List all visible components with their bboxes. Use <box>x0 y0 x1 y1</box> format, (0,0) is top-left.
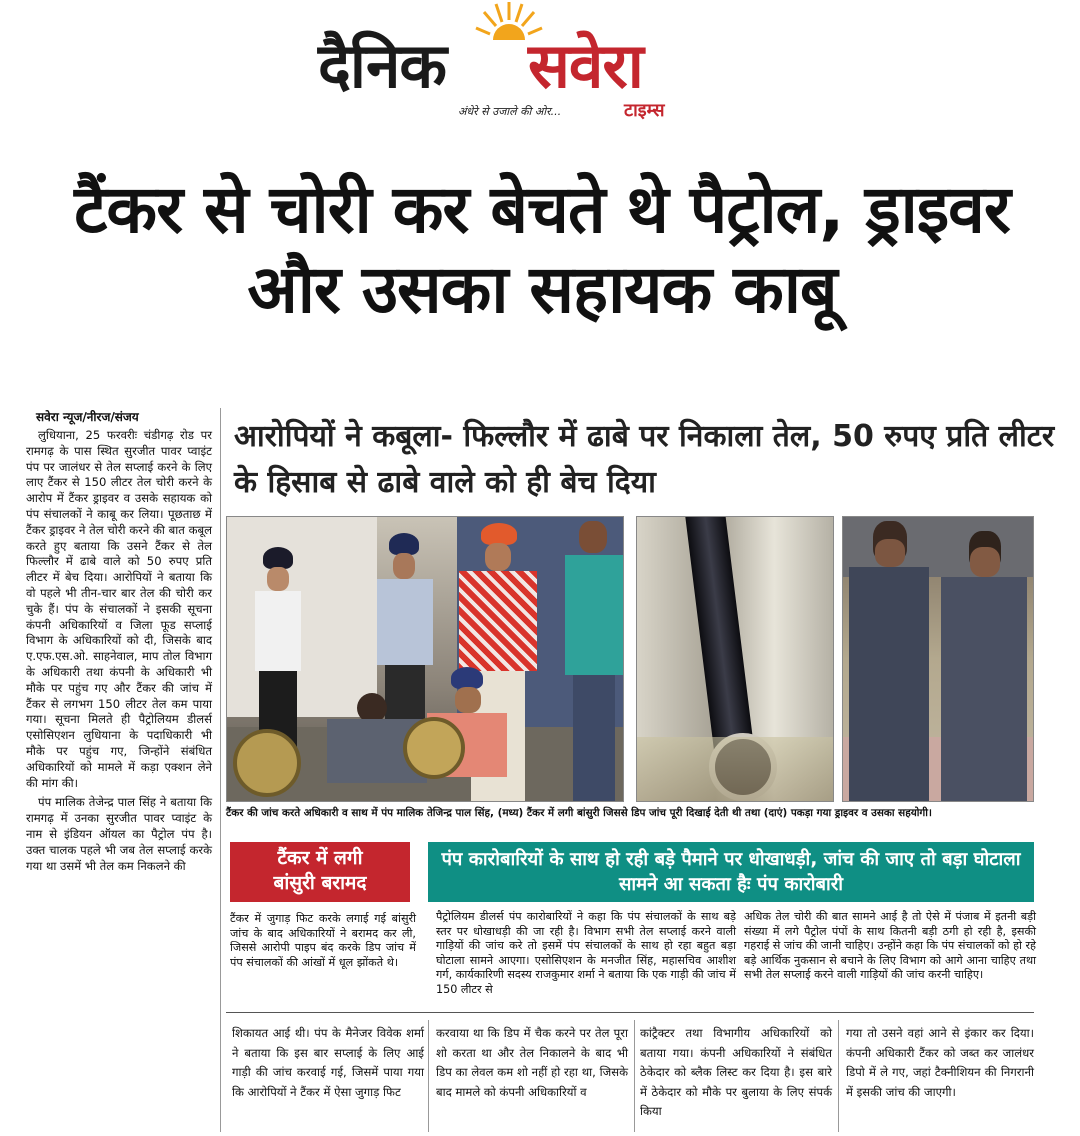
bottom-column-2: करवाया था कि डिप में चैक करने पर तेल पूरा शो करता था और तेल निकालने के बाद भी डिप का लेवल कम शो नहीं हो रहा था, जिसके बाद मामले को कंपनी अधिकारियों व <box>436 1026 628 1099</box>
column-divider <box>634 1020 635 1132</box>
red-heading-line-1: टैंकर में लगी <box>277 847 363 869</box>
masthead-tagline: अंधेरे से उजाले की ओर... <box>458 105 562 118</box>
left-paragraph-2: पंप मालिक तेजेन्द्र पाल सिंह ने बताया कि रामगढ़ में उनका सुरजीत पावर प्वाइंट के नाम से इंडियन ऑयल का पैट्रोल पंप है। उक्त चालक पहले भी जब तेल सप्लाई करके गया था उसमें भी तेल कम निकलने की <box>26 795 212 873</box>
masthead-suffix: टाइम्स <box>624 100 665 121</box>
red-section-text: टैंकर में जुगाड़ फिट करके लगाई गई बांसुरी जांच के बाद अधिकारियों ने बरामद कर ली, जिससे आरोपी पाइप बंद करके डिप जांच में पंप संचालकों की आंखों में धूल झोंकते थे। <box>230 912 416 969</box>
masthead-title-right: सवेरा <box>528 29 643 102</box>
column-divider <box>428 1020 429 1132</box>
photo-officials-inspecting-tanker <box>226 516 624 802</box>
bottom-column-4: गया तो उसने वहां आने से इंकार कर दिया। कंपनी अधिकारी टैंकर को जब्त कर जालंधर डिपो में ले गए, जहां टैक्नीशियन की निगरानी में इसकी जांच की जाएगी। <box>846 1026 1034 1099</box>
red-section-heading <box>230 842 410 902</box>
divider <box>226 1012 1034 1013</box>
teal-section-text-right: अधिक तेल चोरी की बात सामने आई है तो ऐसे में पंजाब में इतनी बड़ी संख्या में लगे पैट्रोल पंपों के साथ कितनी बड़ी ठगी हो रही है, इसकी गहराई से जांच की जानी चाहिए। उन्होंने कहा कि पंप संचालकों को हो रहे बड़े आर्थिक नुकसान से बचाने के लिए विभाग को आगे आना चाहिए तथा सभी तेल सप्लाई करने वाली गाड़ियों की जांच करनी चाहिए। <box>744 910 1036 982</box>
bottom-column-1: शिकायत आई थी। पंप के मैनेजर विवेक शर्मा ने बताया कि इस बार सप्लाई के लिए आई गाड़ी की जांच करवाई गई, जिसमें पाया गया कि आरोपियों ने टैंकर में ऐसा जुगाड़ फिट <box>232 1026 424 1099</box>
masthead-title-left: दैनिक <box>318 29 447 102</box>
column-divider <box>838 1020 839 1132</box>
byline: सवेरा न्यूज/नीरज/संजय <box>36 410 139 424</box>
left-article-column <box>26 428 212 878</box>
page-headline: टैंकर से चोरी कर बेचते थे पैट्रोल, ड्राइवर और उसका सहायक काबू <box>74 171 1010 328</box>
red-heading-line-2: बांसुरी बरामद <box>273 872 367 894</box>
left-paragraph-1: लुधियाना, 25 फरवरीः चंडीगढ़ रोड पर रामगढ़ के पास स्थित सुरजीत पावर प्वाइंट पंप पर जालंधर से तेल सप्लाई करने के लिए लाए टैंकर से 150 लीटर तेल चोरी करने के आरोप में टैंकर ड्राइवर व उसके सहायक को पंप संचालकों ने काबू कर लिया। पूछताछ में टैंकर ड्राइवर ने तेल चोरी करने की बात कबूल करते हुए बताया कि उसने टैंकर से तेल फिल्लौर में ढाबे वाले को 50 रुपए प्रति लीटर में बेच दिया। आरोपियों ने बताया कि वो पहले भी तीन-चार बार तेल की चोरी कर चुके हैं। पंप के संचालकों ने इसकी सूचना कंपनी अधिकारियों व जिला फूड सप्लाई विभाग के अधिकारियों को दी, जिसके बाद ए.एफ.एस.ओ. साहनेवाल, माप तोल विभाग के अधिकारी तथा कंपनी के अधिकारी भी मौके पर पहुंच गए और टैंकर की जांच में टैंकर से लगभग 150 लीटर तेल कम पाया गया। सूचना मिलते ही पैट्रोलियम डीलर्स एसोसिएशन लुधियाना के पदाधिकारी भी मौके पर पहुंच गए, जिन्होंने संबंधित अधिकारियों को मामले में कड़ा एक्शन लेने की मांग की। <box>26 428 212 790</box>
teal-section-text-left: पैट्रोलियम डीलर्स पंप कारोबारियों ने कहा कि पंप संचालकों के साथ बड़े स्तर पर धोखाधड़ी की जा रही है। विभाग सभी तेल सप्लाई करने वाली गाड़ियों की जांच करे तो इसमें पंप संचालकों के साथ हो रहा बहुत बड़ा घोटाला सामने आएगा। एसोसिएशन के मनजीत सिंह, महासचिव आशीश गर्ग, कार्यकारिणी सदस्य राजकुमार शर्मा ने बताया कि एक गाड़ी की जांच में 150 लीटर से <box>436 910 736 996</box>
teal-section-heading: पंप कारोबारियों के साथ हो रही बड़े पैमाने पर धोखाधड़ी, जांच की जाए तो बड़ा घोटाला सामने आ सकता हैः पंप कारोबारी <box>428 842 1034 902</box>
photo-arrested-driver-and-helper <box>842 516 1034 802</box>
sub-headline: आरोपियों ने कबूला- फिल्लौर में ढाबे पर निकाला तेल, 50 रुपए प्रति लीटर के हिसाब से ढाबे वाले को ही बेच दिया <box>234 419 1055 500</box>
bottom-column-3: कांट्रैक्टर तथा विभागीय अधिकारियों को बताया गया। कंपनी अधिकारियों ने संबंधित ठेकेदार को ब्लैक लिस्ट कर दिया है। इस बारे में ठेकेदार को मौके पर बुलाया के लिए संपर्क किया <box>640 1026 832 1118</box>
column-divider <box>220 408 221 1132</box>
photo-caption: टैंकर की जांच करते अधिकारी व साथ में पंप मालिक तेजिन्द्र पाल सिंह, (मध्य) टैंकर में लगी बांसुरी जिससे डिप जांच पूरी दिखाई देती थी तथा (दाएं) पकड़ा गया ड्राइवर व उसका सहयोगी। <box>226 807 932 819</box>
photo-pipe-device <box>636 516 834 802</box>
